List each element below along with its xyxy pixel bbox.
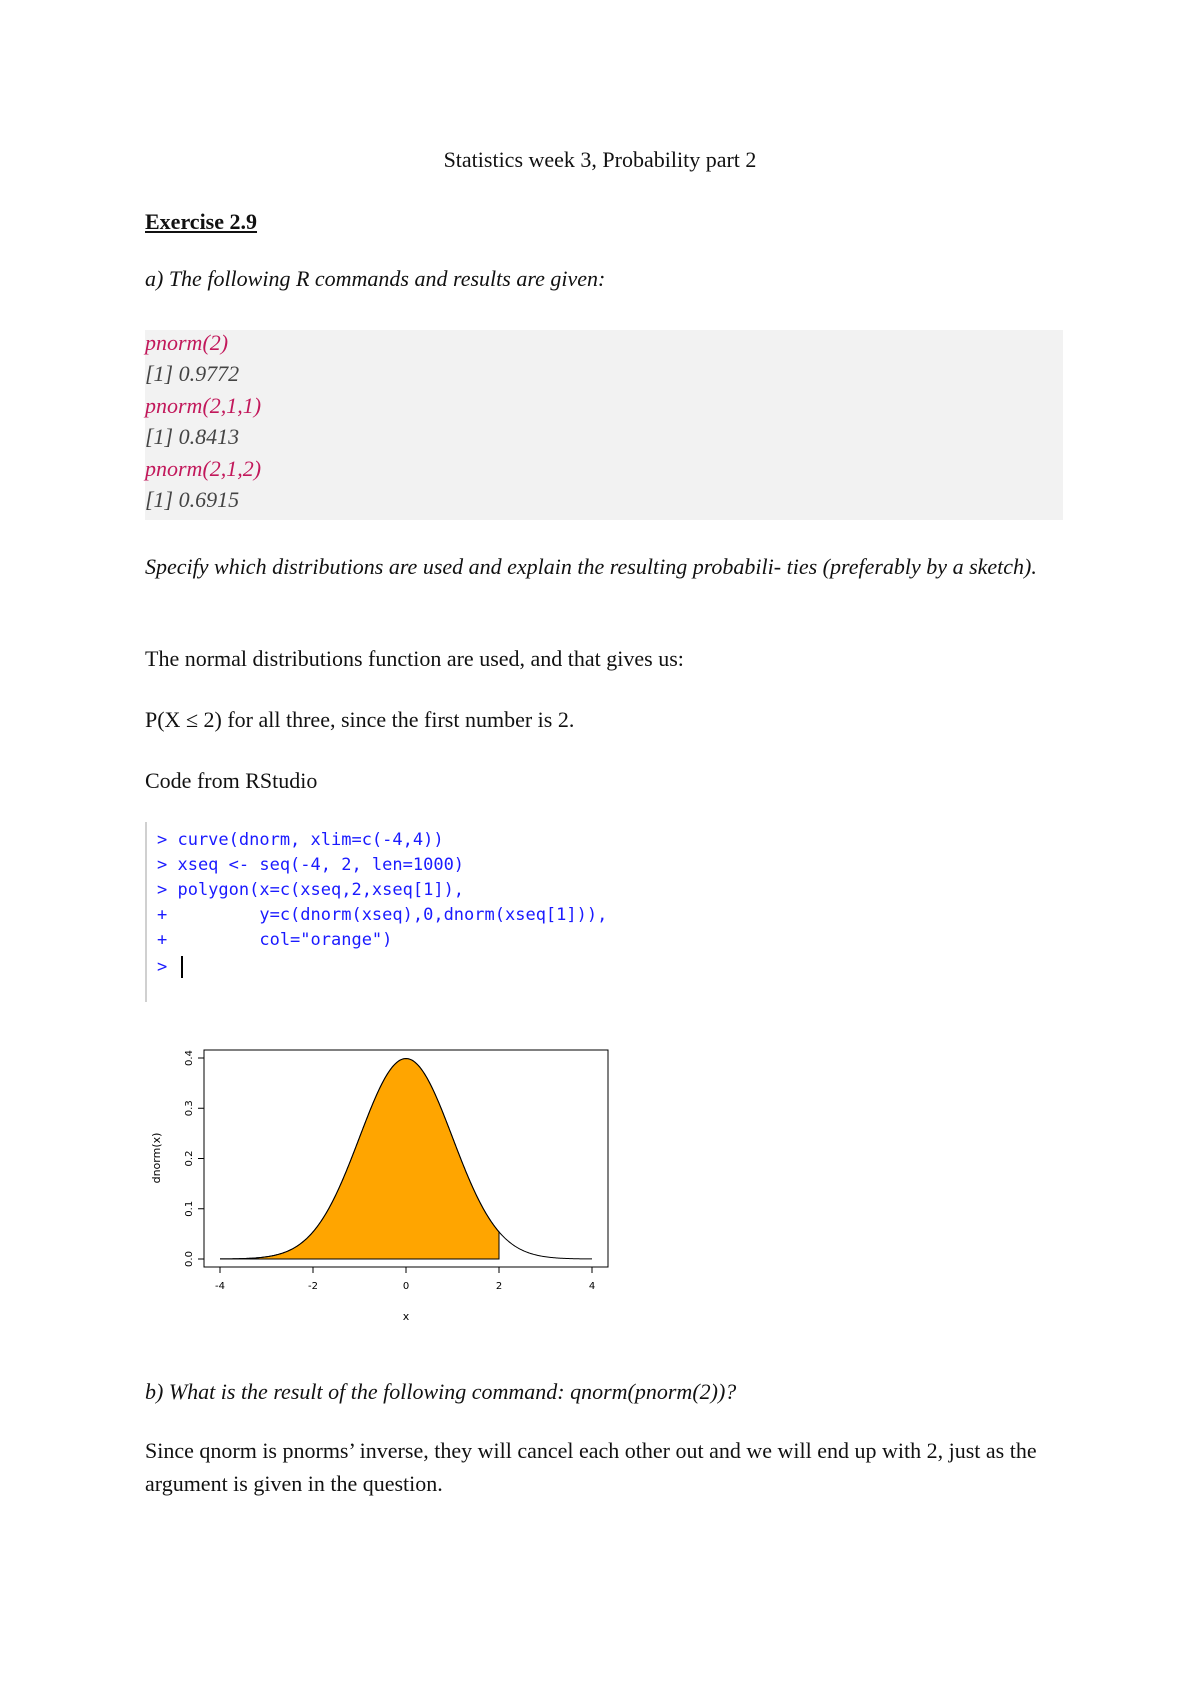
- y-axis-label: dnorm(x): [150, 1132, 163, 1184]
- x-tick-label: 4: [588, 1281, 596, 1292]
- text-cursor: [181, 956, 183, 978]
- x-tick-label: 2: [495, 1281, 503, 1292]
- code-result-1: [1] 0.9772: [145, 361, 240, 386]
- x-axis: [215, 1267, 595, 1292]
- code-fn: pnorm(: [145, 456, 210, 481]
- y-tick-label: 0.2: [184, 1150, 195, 1167]
- code-result-2: [1] 0.8413: [145, 424, 240, 449]
- y-tick-label: 0.4: [184, 1050, 195, 1066]
- console-line: > polygon(x=c(xseq,2,xseq[1]),: [157, 880, 465, 900]
- code-args: 2,1,2: [209, 456, 254, 481]
- code-fn: pnorm(: [145, 393, 210, 418]
- shaded-area: [220, 1059, 499, 1259]
- part-a-question: Specify which distributions are used and explain the resulting probabili- ties (preferably by a sketch).: [145, 554, 1037, 579]
- x-tick-label: 0: [402, 1281, 410, 1292]
- code-close: ): [253, 393, 262, 418]
- code-fn: pnorm(: [145, 330, 210, 355]
- y-tick-label: 0.0: [184, 1251, 195, 1267]
- part-a-prompt: a) The following R commands and results are given:: [145, 266, 606, 291]
- code-args: 2: [209, 330, 221, 355]
- part-b-answer: Since qnorm is pnorms’ inverse, they will cancel each other out and we will end up with 2, just as the argument is given in the question.: [145, 1438, 1037, 1496]
- answer-line-1: The normal distributions function are used, and that gives us:: [145, 646, 684, 671]
- console-line: > xseq <- seq(-4, 2, len=1000): [157, 855, 465, 875]
- console-prompt: >: [157, 957, 178, 977]
- rstudio-console: [145, 822, 667, 1002]
- x-axis-label: x: [402, 1310, 410, 1323]
- code-call-3: [145, 456, 261, 482]
- console-line: + col="orange"): [157, 930, 393, 950]
- y-axis: [184, 1050, 204, 1267]
- exercise-heading: Exercise 2.9: [145, 209, 258, 234]
- code-args: 2,1,1: [209, 393, 254, 418]
- code-call-2: [145, 393, 261, 419]
- part-b-question: b) What is the result of the following command: qnorm(pnorm(2))?: [145, 1379, 737, 1404]
- document-title: Statistics week 3, Probability part 2: [443, 147, 757, 172]
- y-tick-label: 0.1: [184, 1200, 195, 1217]
- console-prompt-line: [157, 956, 183, 978]
- normal-density-plot: [150, 1040, 620, 1330]
- console-line: > curve(dnorm, xlim=c(-4,4)): [157, 830, 444, 850]
- code-result-3: [1] 0.6915: [145, 487, 240, 512]
- r-code-block: [145, 330, 1063, 520]
- x-tick-label: -2: [308, 1281, 318, 1292]
- code-close: ): [253, 456, 262, 481]
- code-close: ): [220, 330, 229, 355]
- code-caption: Code from RStudio: [145, 768, 318, 793]
- code-call-1: [145, 330, 228, 356]
- y-tick-label: 0.3: [184, 1100, 195, 1117]
- console-line: + y=c(dnorm(xseq),0,dnorm(xseq[1])),: [157, 905, 608, 925]
- answer-line-2: P(X ≤ 2) for all three, since the first number is 2.: [145, 707, 575, 732]
- x-tick-label: -4: [215, 1281, 225, 1292]
